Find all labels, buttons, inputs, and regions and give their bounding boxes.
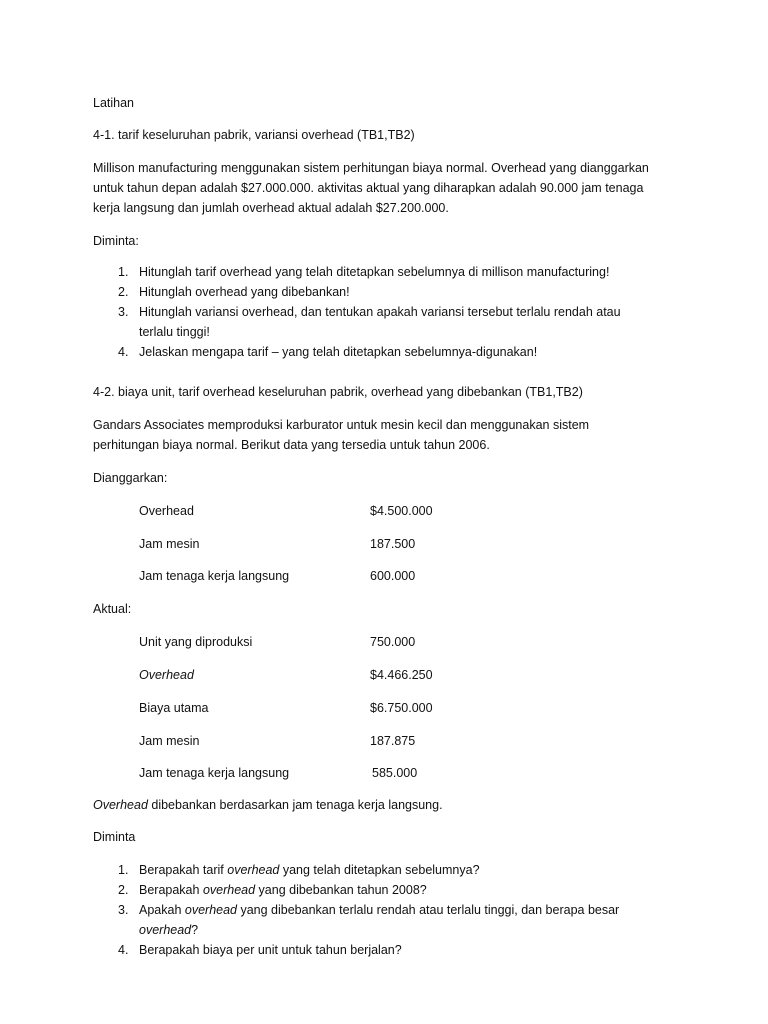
text-run-italic: overhead (227, 863, 280, 877)
text-run: Berapakah tarif (139, 863, 228, 877)
text-run-italic: overhead (184, 903, 237, 917)
paragraph-line: Millison manufacturing menggunakan sistem perhitungan biaya normal. Overhead yang dianggarkan (93, 161, 649, 175)
list-item-text: Hitunglah variansi overhead, dan tentukan apakah variansi tersebut terlalu rendah atau (139, 305, 621, 319)
list-number: 1. (118, 863, 129, 877)
budget-value: 600.000 (370, 569, 416, 583)
list-item-text (139, 900, 673, 920)
actual-label: Jam tenaga kerja langsung (139, 766, 290, 780)
actual-value: 585.000 (372, 766, 418, 780)
list-item (93, 900, 673, 940)
text-run: Berapakah (139, 883, 203, 897)
list-number: 3. (118, 305, 129, 319)
budget-row (139, 536, 539, 552)
list-item (93, 880, 673, 900)
list-item (93, 262, 673, 282)
list-number: 4. (118, 943, 129, 957)
section2-question-list (93, 860, 673, 960)
list-item (93, 302, 673, 342)
paragraph-line: untuk tahun depan adalah $27.000.000. aktivitas aktual yang diharapkan adalah 90.000 jam tenaga (93, 181, 644, 195)
paragraph-line: perhitungan biaya normal. Berikut data yang tersedia untuk tahun 2006. (93, 438, 490, 452)
text-run: yang dibebankan tahun 2008? (255, 883, 427, 897)
budget-row (139, 503, 539, 519)
section2-paragraph (93, 415, 693, 455)
section1-question-list (93, 262, 673, 362)
text-run-italic: overhead (202, 883, 256, 897)
text-run: Apakah (139, 903, 185, 917)
note-text: dibebankan berdasarkan jam tenaga kerja langsung. (147, 798, 443, 812)
actual-value: $6.750.000 (370, 701, 433, 715)
list-item-text (139, 860, 673, 880)
list-number: 1. (118, 265, 129, 279)
list-item-text (139, 920, 673, 940)
list-number: 3. (118, 903, 129, 917)
actual-label: Biaya utama (139, 701, 209, 715)
text-run: ? (191, 923, 199, 937)
list-number: 2. (118, 285, 129, 299)
list-item (93, 342, 673, 362)
actual-row (139, 634, 539, 650)
list-item-text: Hitunglah tarif overhead yang telah ditetapkan sebelumnya di millison manufacturing! (139, 265, 610, 279)
section1-heading: 4-1. tarif keseluruhan pabrik, variansi overhead (TB1,TB2) (93, 128, 415, 142)
budget-value: 187.500 (370, 537, 416, 551)
dianggarkan-label: Dianggarkan: (93, 471, 168, 485)
list-item-text: Hitunglah overhead yang dibebankan! (139, 285, 350, 299)
text-run-italic: overhead (139, 923, 192, 937)
list-number: 4. (118, 345, 129, 359)
section1-paragraph (93, 158, 693, 218)
list-item-text: Berapakah biaya per unit untuk tahun berjalan? (139, 943, 402, 957)
list-item (93, 940, 673, 960)
actual-row (139, 667, 539, 683)
actual-value: $4.466.250 (370, 668, 433, 682)
actual-row (139, 765, 539, 781)
actual-label: Jam mesin (139, 734, 200, 748)
section2-diminta-label: Diminta (93, 830, 136, 844)
list-number: 2. (118, 883, 129, 897)
section2-heading: 4-2. biaya unit, tarif overhead keseluruhan pabrik, overhead yang dibebankan (TB1,TB2) (93, 385, 583, 399)
actual-label: Unit yang diproduksi (139, 635, 253, 649)
actual-row (139, 700, 539, 716)
page-title: Latihan (93, 96, 135, 110)
actual-value: 750.000 (370, 635, 416, 649)
section1-diminta-label: Diminta: (93, 234, 139, 248)
actual-value: 187.875 (370, 734, 416, 748)
list-item (93, 282, 673, 302)
note-italic: Overhead (93, 798, 148, 812)
paragraph-line: kerja langsung dan jumlah overhead aktual adalah $27.200.000. (93, 201, 449, 215)
actual-row (139, 733, 539, 749)
overhead-note (93, 797, 443, 813)
budget-label: Overhead (139, 504, 194, 518)
paragraph-line: Gandars Associates memproduksi karburator untuk mesin kecil dan menggunakan sistem (93, 418, 590, 432)
list-item-text: terlalu tinggi! (139, 325, 210, 339)
list-item (93, 860, 673, 880)
budget-label: Jam mesin (139, 537, 200, 551)
list-item-text (139, 880, 673, 900)
text-run: yang dibebankan terlalu rendah atau terlalu tinggi, dan berapa besar (237, 903, 620, 917)
budget-label: Jam tenaga kerja langsung (139, 569, 290, 583)
text-run: yang telah ditetapkan sebelumnya? (279, 863, 480, 877)
aktual-label: Aktual: (93, 602, 132, 616)
budget-row (139, 568, 539, 584)
budget-value: $4.500.000 (370, 504, 433, 518)
actual-label: Overhead (139, 668, 194, 682)
list-item-text: Jelaskan mengapa tarif – yang telah ditetapkan sebelumnya-digunakan! (139, 345, 538, 359)
